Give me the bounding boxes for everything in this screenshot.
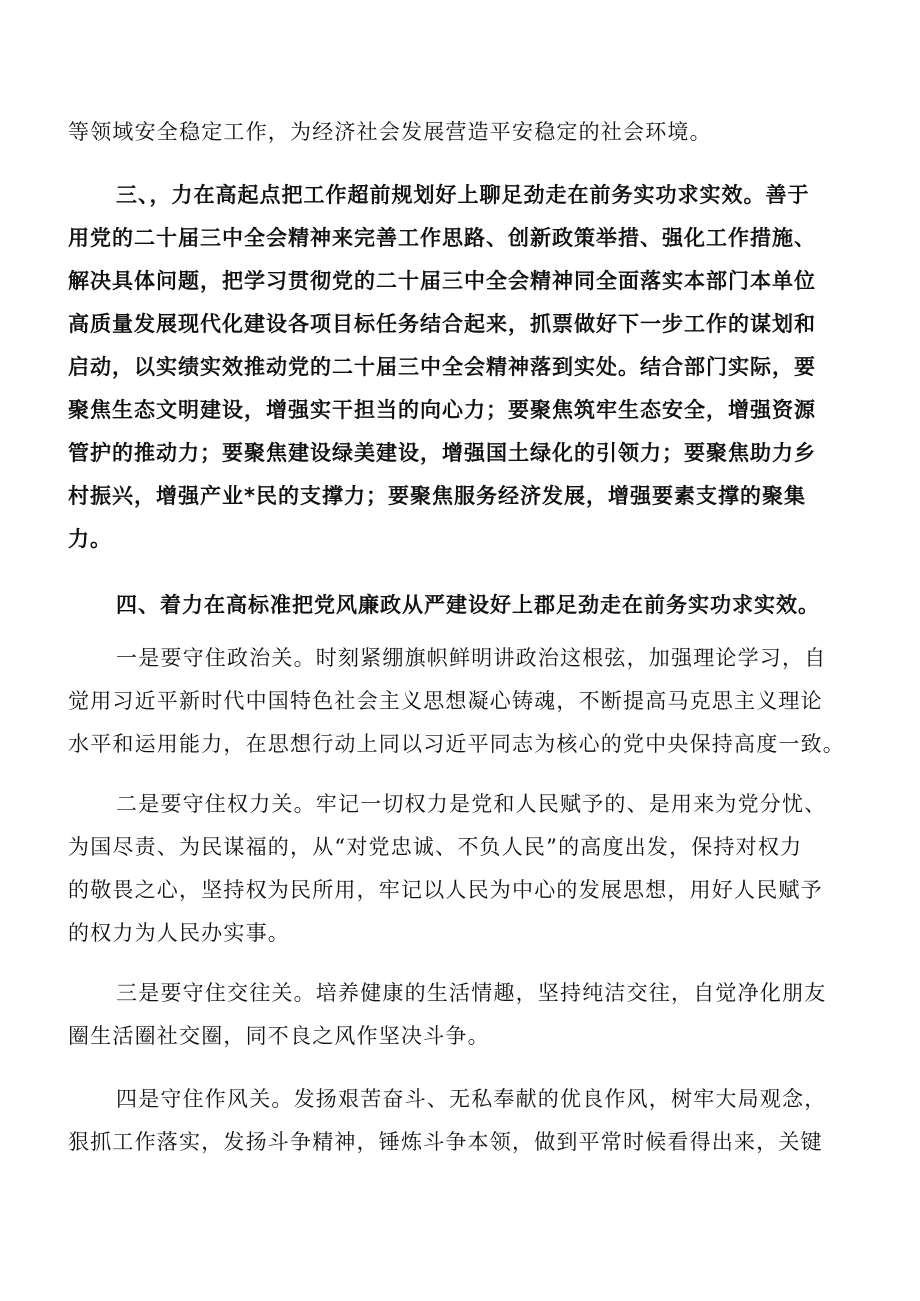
text-line: 一是要守住政治关。时刻紧绷旗帜鲜明讲政治这根弦，加强理论学习，自 — [116, 646, 827, 670]
text-line: 的权力为人民办实事。 — [68, 921, 290, 945]
text-line: 等领域安全稳定工作，为经济社会发展营造平安稳定的社会环境。 — [68, 120, 712, 144]
text-line: 三是要守住交往关。培养健康的生活情趣，坚持纯洁交往，自觉净化朋友 — [116, 981, 827, 1005]
text-line: 为国尽责、为民谋福的，从“对党忠诚、不负人民”的高度出发，保持对权力 — [68, 835, 803, 859]
text-line: 圈生活圈社交圈，同不良之风作坚决斗争。 — [68, 1024, 490, 1048]
text-line: 高质量发展现代化建设各项目标任务结合起来，抓票做好下一步工作的谋划和 — [68, 312, 816, 336]
text-line: 启动，以实绩实效推动党的二十届三中全会精神落到实处。结合部门实际，要 — [68, 355, 816, 379]
text-line: 的敬畏之心，坚持权为民所用，牢记以人民为中心的发展思想，用好人民赋予 — [68, 878, 823, 902]
text-line: 四是守住作风关。发扬艰苦奋斗、无私奉献的优良作风，树牢大局观念， — [116, 1087, 827, 1111]
text-line: 用党的二十届三中全会精神来完善工作思路、创新政策举措、强化工作措施、 — [68, 226, 816, 250]
text-line: 二是要守住权力关。牢记一切权力是党和人民赋予的、是用来为党分忧、 — [116, 792, 827, 816]
text-line: 觉用习近平新时代中国特色社会主义思想凝心铸魂，不断提高马克思主义理论 — [68, 689, 823, 713]
text-line: 管护的推动力；要聚焦建设绿美建设，增强国土绿化的引领力；要聚焦助力乡 — [68, 441, 816, 465]
text-line: 力。 — [68, 527, 112, 551]
section-heading: 四、着力在高标准把党风廉政从严建设好上郡足劲走在前务实功求实效。 — [116, 593, 820, 617]
text-line: 村振兴，增强产业*民的支撑力；要聚焦服务经济发展，增强要素支撑的聚集 — [68, 484, 806, 508]
text-line: 狠抓工作落实，发扬斗争精神，锤炼斗争本领，做到平常时候看得出来，关键 — [68, 1130, 823, 1154]
text-line: 解决具体问题，把学习贯彻党的二十届三中全会精神同全面落实本部门本单位 — [68, 269, 816, 293]
text-line: 聚焦生态文明建设，增强实干担当的向心力；要聚焦筑牢生态安全，增强资源 — [68, 398, 816, 422]
text-line: 水平和运用能力，在思想行动上同以习近平同志为核心的党中央保持高度一致。 — [68, 732, 845, 756]
text-line: 三、，力在高起点把工作超前规划好上聊足劲走在前务实功求实效。善于 — [116, 183, 810, 207]
